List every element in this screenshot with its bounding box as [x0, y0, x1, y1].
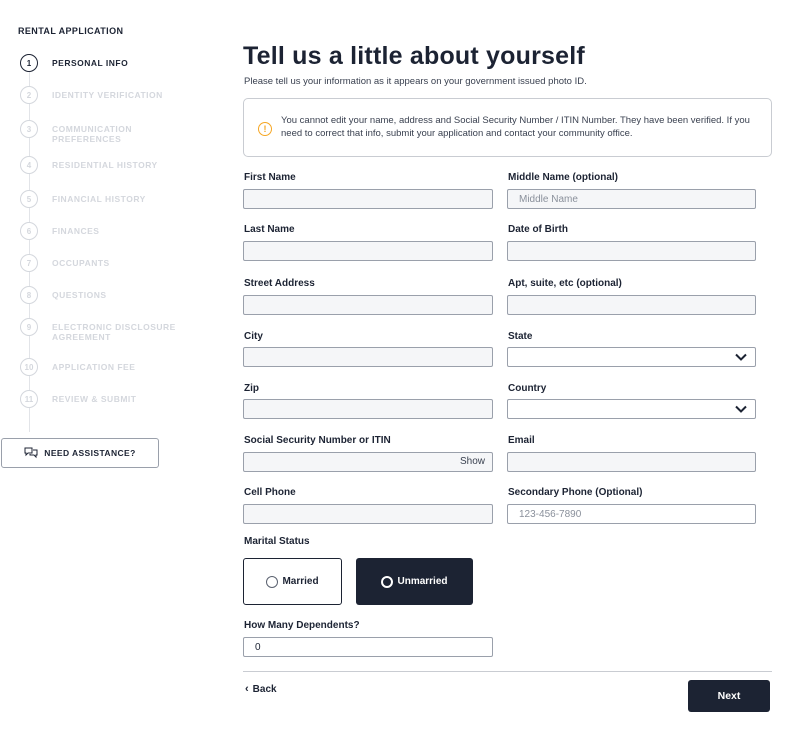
- step-review-submit: [20, 390, 202, 408]
- step-identity-verification: [20, 86, 202, 104]
- step-label: PERSONAL INFO: [52, 58, 129, 68]
- secondary-phone-field[interactable]: [507, 504, 756, 524]
- first-name-field[interactable]: [243, 189, 493, 209]
- marital-status-label: Marital Status: [244, 536, 310, 547]
- dependents-field[interactable]: [243, 637, 493, 657]
- radio-checked-icon: [381, 576, 393, 588]
- step-number: 1: [20, 54, 38, 72]
- need-assistance-label: NEED ASSISTANCE?: [44, 448, 136, 458]
- middle-name-field[interactable]: [507, 189, 756, 209]
- dependents-label: How Many Dependents?: [244, 620, 360, 631]
- need-assistance-button[interactable]: [1, 438, 159, 468]
- marital-married-option[interactable]: [243, 558, 342, 605]
- dob-field[interactable]: [507, 241, 756, 261]
- step-financial-history: [20, 190, 202, 208]
- zip-field[interactable]: [243, 399, 493, 419]
- cell-phone-label: Cell Phone: [244, 487, 296, 498]
- step-number: 9: [20, 318, 38, 336]
- step-finances: [20, 222, 202, 240]
- step-label: APPLICATION FEE: [52, 362, 136, 372]
- page-subtitle: Please tell us your information as it appears on your government issued photo ID.: [244, 76, 587, 87]
- page-title: Tell us a little about yourself: [243, 42, 585, 70]
- married-label: Married: [282, 576, 319, 587]
- step-number: 7: [20, 254, 38, 272]
- step-label: OCCUPANTS: [52, 258, 110, 268]
- step-label: RESIDENTIAL HISTORY: [52, 160, 158, 170]
- zip-label: Zip: [244, 383, 259, 394]
- step-number: 6: [20, 222, 38, 240]
- step-label: FINANCES: [52, 226, 100, 236]
- city-label: City: [244, 331, 263, 342]
- middle-name-label: Middle Name (optional): [508, 172, 618, 183]
- back-label: Back: [252, 683, 277, 695]
- city-field[interactable]: [243, 347, 493, 367]
- step-number: 4: [20, 156, 38, 174]
- first-name-label: First Name: [244, 172, 296, 183]
- apt-suite-field[interactable]: [507, 295, 756, 315]
- chevron-down-icon: [735, 405, 747, 414]
- chevron-left-icon: ‹: [245, 683, 249, 695]
- chat-bubbles-icon: [24, 447, 38, 459]
- step-number: 10: [20, 358, 38, 376]
- step-electronic-disclosure: [20, 318, 192, 342]
- step-label: REVIEW & SUBMIT: [52, 394, 137, 404]
- step-label: FINANCIAL HISTORY: [52, 194, 146, 204]
- step-application-fee: [20, 358, 202, 376]
- notice-text: You cannot edit your name, address and Social Security Number / ITIN Number. They have been verified. If you need to correct that info, submit your application and contact your community office.: [281, 115, 750, 139]
- secondary-phone-label: Secondary Phone (Optional): [508, 487, 643, 498]
- state-select[interactable]: [507, 347, 756, 367]
- last-name-label: Last Name: [244, 224, 295, 235]
- step-questions: [20, 286, 202, 304]
- dob-label: Date of Birth: [508, 224, 568, 235]
- country-label: Country: [508, 383, 547, 394]
- step-personal-info[interactable]: [20, 54, 202, 72]
- step-number: 3: [20, 120, 38, 138]
- cell-phone-field[interactable]: [243, 504, 493, 524]
- state-label: State: [508, 331, 533, 342]
- step-number: 11: [20, 390, 38, 408]
- step-number: 2: [20, 86, 38, 104]
- step-label: COMMUNICATION PREFERENCES: [52, 124, 132, 144]
- marital-unmarried-option[interactable]: [356, 558, 473, 605]
- footer-divider: [243, 671, 772, 672]
- step-communication-preferences: [20, 120, 162, 144]
- country-select[interactable]: [507, 399, 756, 419]
- back-button[interactable]: [245, 683, 277, 695]
- step-number: 5: [20, 190, 38, 208]
- radio-unchecked-icon: [266, 576, 278, 588]
- chevron-down-icon: [735, 353, 747, 362]
- step-label: IDENTITY VERIFICATION: [52, 90, 163, 100]
- ssn-show-toggle[interactable]: Show: [460, 456, 486, 467]
- warning-icon: !: [258, 122, 272, 136]
- sidebar-heading: RENTAL APPLICATION: [18, 26, 124, 36]
- step-occupants: [20, 254, 202, 272]
- last-name-field[interactable]: [243, 241, 493, 261]
- verification-notice: [243, 98, 772, 157]
- email-label: Email: [508, 435, 535, 446]
- step-label: QUESTIONS: [52, 290, 107, 300]
- apt-suite-label: Apt, suite, etc (optional): [508, 278, 622, 289]
- street-address-label: Street Address: [244, 278, 315, 289]
- next-button[interactable]: Next: [688, 680, 770, 712]
- step-label: ELECTRONIC DISCLOSURE AGREEMENT: [52, 322, 176, 342]
- unmarried-label: Unmarried: [397, 576, 448, 587]
- ssn-label: Social Security Number or ITIN: [244, 435, 391, 446]
- step-residential-history: [20, 156, 202, 174]
- ssn-field[interactable]: [243, 452, 493, 472]
- street-address-field[interactable]: [243, 295, 493, 315]
- email-field[interactable]: [507, 452, 756, 472]
- step-number: 8: [20, 286, 38, 304]
